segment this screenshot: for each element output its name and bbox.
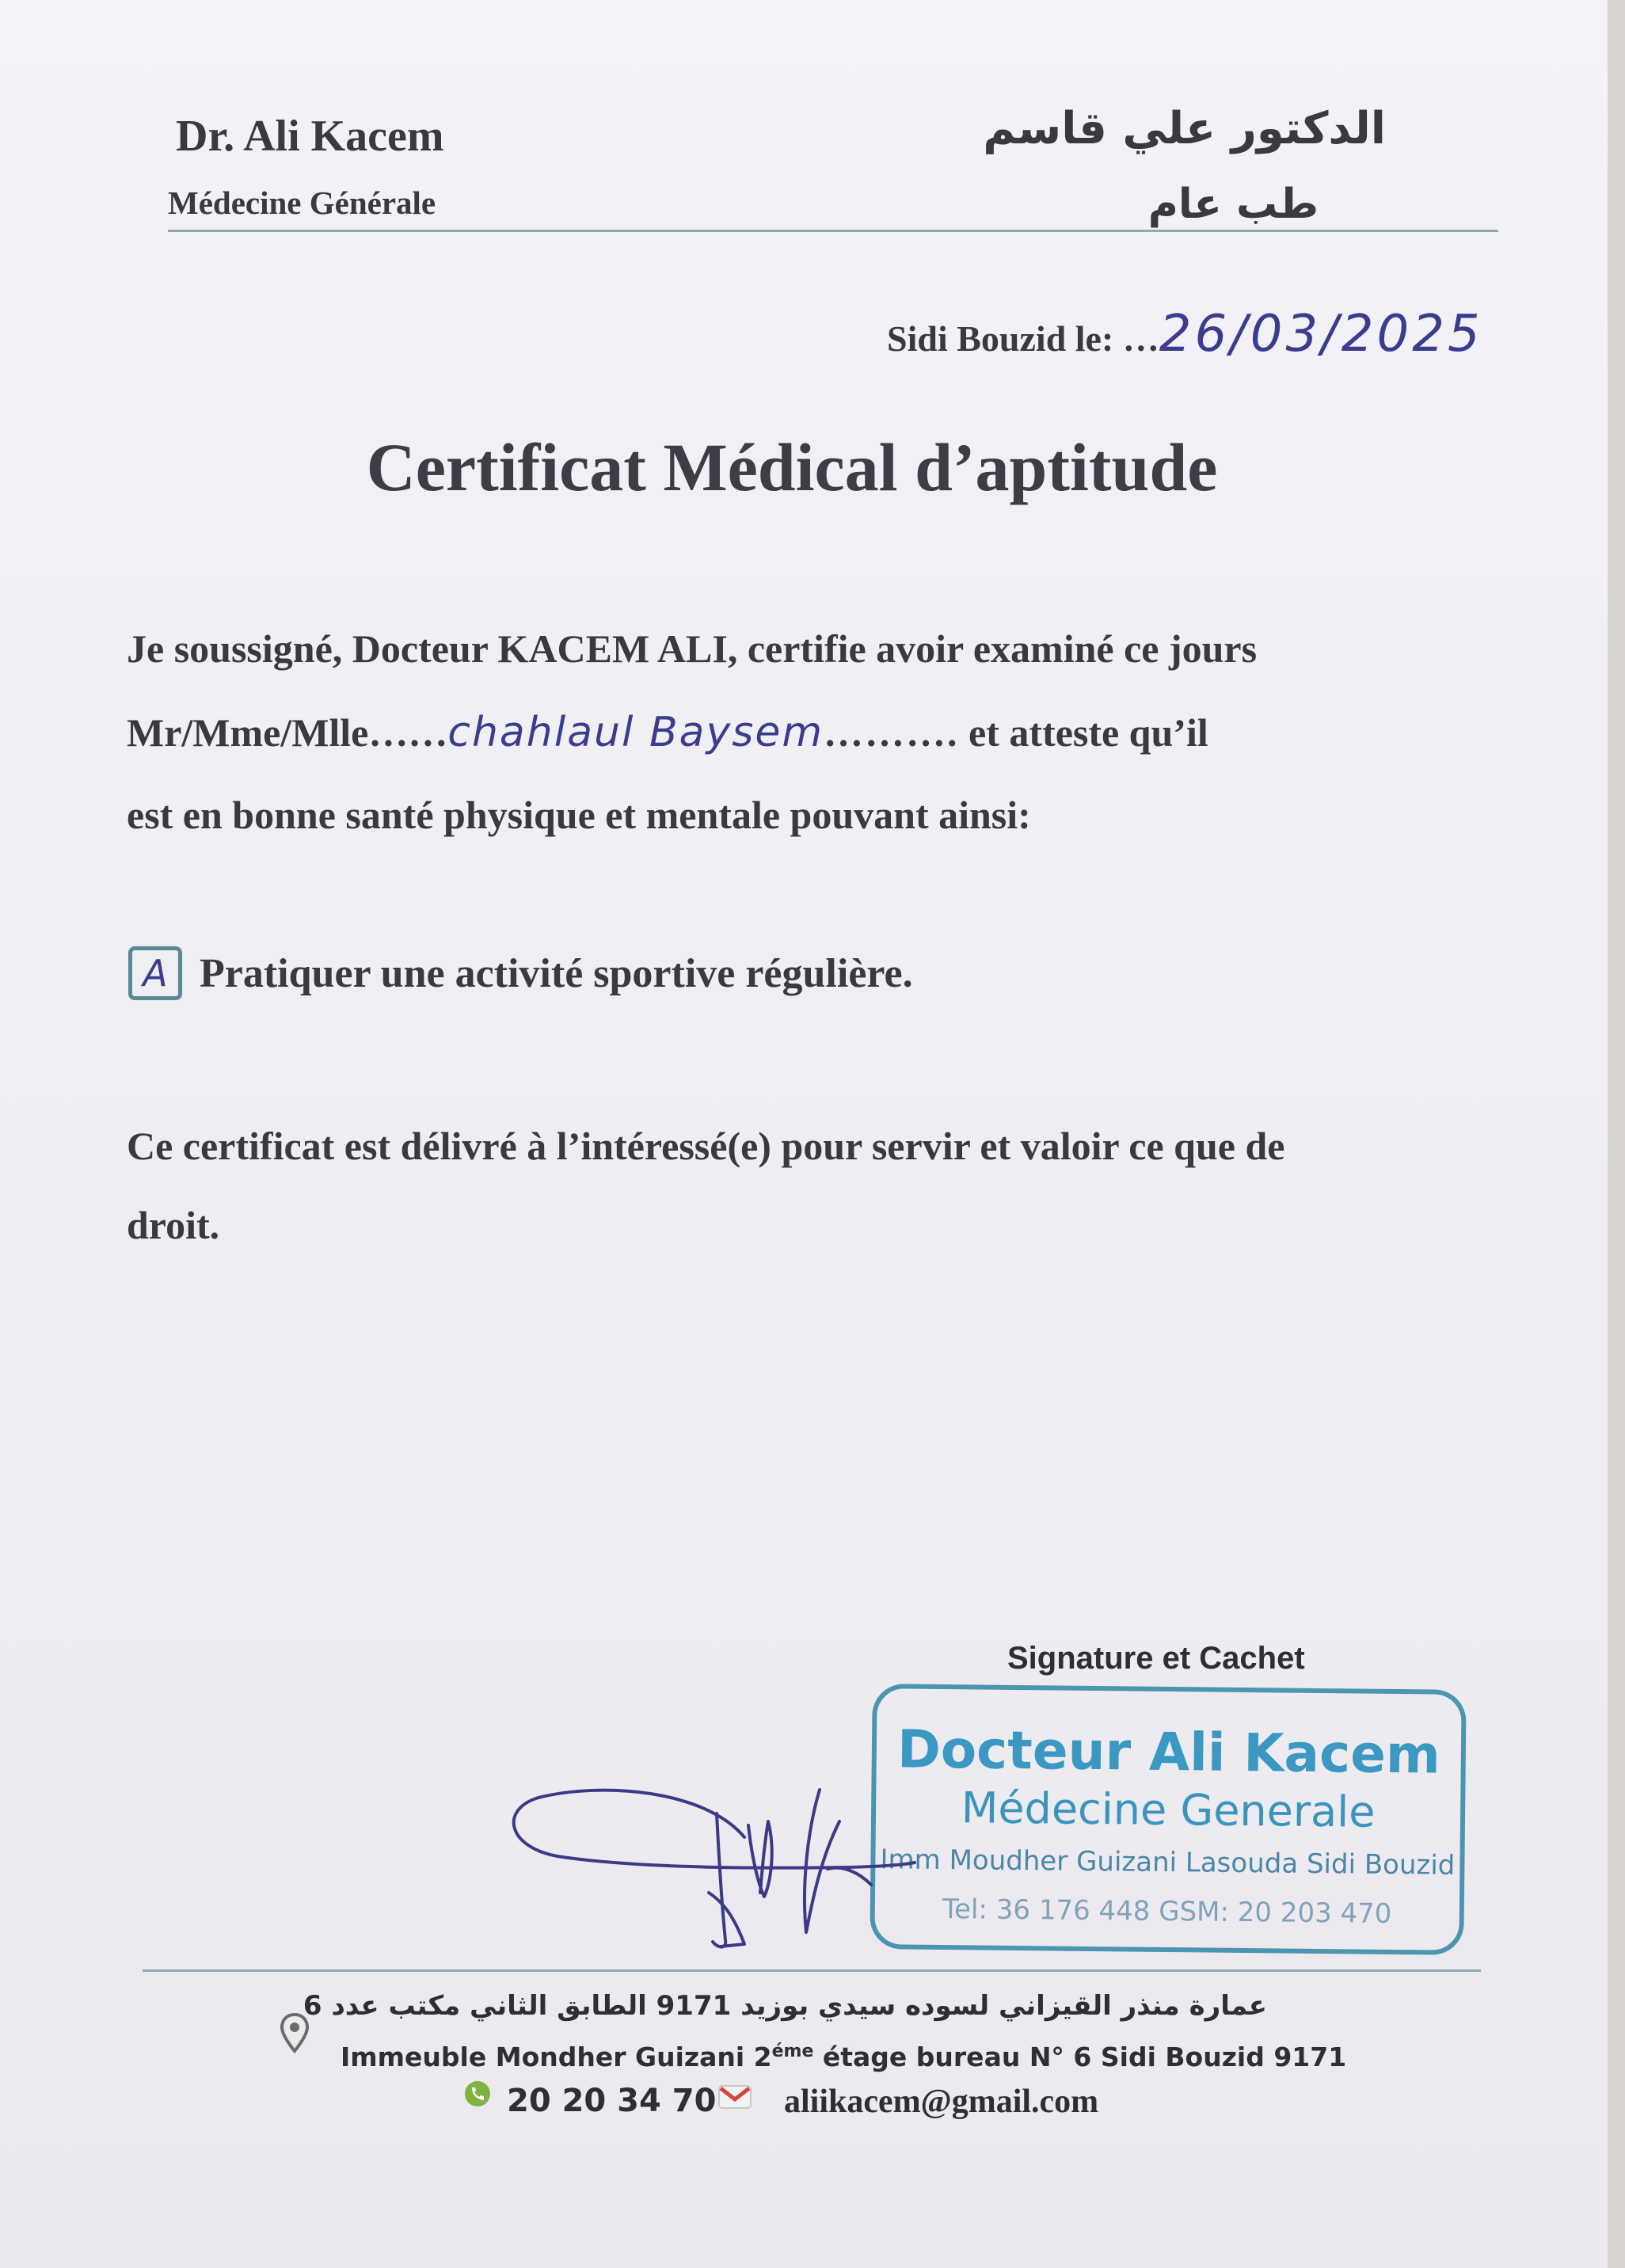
- doctor-name-arabic: الدكتور علي قاسم: [983, 103, 1386, 154]
- stamp-doctor-name: Docteur Ali Kacem: [896, 1718, 1441, 1786]
- body-line-2-suffix: et atteste qu’il: [958, 710, 1208, 755]
- document-title: Certificat Médical d’aptitude: [366, 429, 1218, 505]
- footer-address-arabic: عمارة منذر القيزاني لسوده سيدي بوزيد 9171 الطابق الثاني مكتب عدد 6: [303, 1990, 1267, 2022]
- body-line-4: Ce certificat est délivré à l’intéressé(e) pour servir et valoir ce que de: [127, 1124, 1285, 1168]
- name-dots: ……….: [824, 710, 959, 755]
- paper-edge-background: [1608, 0, 1625, 2268]
- checkbox-handwritten-mark: A: [143, 952, 168, 995]
- body-line-3: est en bonne santé physique et mentale pouvant ainsi:: [127, 793, 1031, 837]
- doctor-specialty: Médecine Générale: [168, 185, 436, 221]
- body-line-5: droit.: [127, 1203, 220, 1247]
- date-handwritten: 26/03/2025: [1159, 305, 1483, 363]
- footer-phone: 20 20 34 70: [507, 2083, 717, 2119]
- body-line-1: Je soussigné, Docteur KACEM ALI, certifie avoir examiné ce jours: [127, 626, 1258, 671]
- body-line-2: [127, 709, 1208, 756]
- phone-icon: [463, 2080, 492, 2108]
- footer-address-start: Immeuble Mondher Guizani 2: [341, 2042, 772, 2072]
- stamp-address: Imm Moudher Guizani Lasouda Sidi Bouzid: [880, 1844, 1456, 1882]
- footer-divider: [143, 1969, 1481, 1972]
- date-line: [887, 305, 1483, 363]
- footer-address: [341, 2042, 1346, 2072]
- doctor-specialty-arabic: طب عام: [1147, 181, 1319, 228]
- doctor-stamp: [870, 1684, 1466, 1955]
- stamp-specialty: Médecine Generale: [961, 1783, 1376, 1837]
- header-divider: [168, 230, 1498, 232]
- doctor-name: Dr. Ali Kacem: [176, 112, 444, 161]
- salutation-prefix: Mr/Mme/Mlle……: [127, 710, 448, 755]
- aptitude-option: [128, 946, 913, 1000]
- patient-name-handwritten: chahlaul Baysem: [447, 709, 824, 756]
- gmail-icon: [717, 2081, 753, 2113]
- footer-email: aliikacem@gmail.com: [784, 2083, 1099, 2120]
- stamp-phones: Tel: 36 176 448 GSM: 20 203 470: [942, 1893, 1392, 1930]
- date-label: Sidi Bouzid le: …: [887, 318, 1159, 359]
- aptitude-option-label: Pratiquer une activité sportive régulière.: [200, 950, 913, 996]
- footer-address-sup: éme: [771, 2042, 814, 2061]
- aptitude-checkbox[interactable]: [128, 946, 182, 1000]
- signature-label: Signature et Cachet: [1007, 1641, 1305, 1676]
- handwritten-signature: [507, 1766, 919, 1956]
- footer-address-end: étage bureau N° 6 Sidi Bouzid 9171: [813, 2042, 1347, 2072]
